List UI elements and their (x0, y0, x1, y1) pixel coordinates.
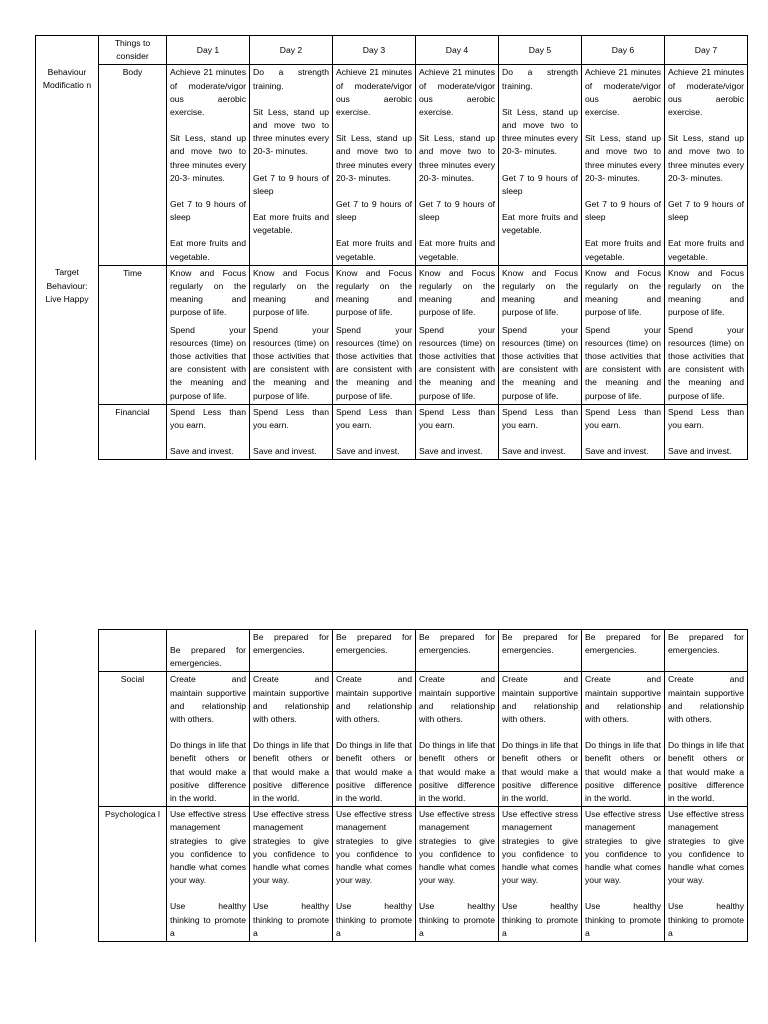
day-header: Day 7 (665, 36, 748, 65)
resources-text: Spend your resources (time) on those activities that are consistent with the meaning and purpose of life. (170, 324, 246, 401)
sleep-text: Get 7 to 9 hours of sleep (419, 199, 495, 223)
resources-text: Spend your resources (time) on those activities that are consistent with the meaning and purpose of life. (419, 324, 495, 401)
day-header: Day 5 (499, 36, 582, 65)
stress-text: Use effective stress management strategies to give you confidence to handle what comes your way. (419, 809, 495, 886)
day-header: Day 4 (416, 36, 499, 65)
benefit-others-text: Do things in life that benefit others or that would make a positive difference in the world. (336, 740, 412, 804)
stress-text: Use effective stress management strategies to give you confidence to handle what comes your way. (502, 809, 578, 886)
body-cell (665, 65, 748, 265)
exercise-text: Achieve 21 minutes of moderate/vigor ous aerobic exercise. (668, 67, 744, 118)
spend-less-text: Spend Less than you earn. (336, 406, 412, 431)
time-row (36, 265, 748, 404)
category-time: Time (99, 265, 167, 404)
time-cell (499, 265, 582, 404)
things-header: Things to consider (99, 36, 167, 65)
row-label-empty (36, 672, 99, 807)
emergency-row (36, 630, 748, 672)
benefit-others-text: Do things in life that benefit others or that would make a positive difference in the world. (253, 740, 329, 804)
strength-text: Do a strength training. (502, 67, 578, 91)
fruits-text: Eat more fruits and vegetable. (502, 212, 578, 236)
relationship-text: Create and maintain supportive and relationship with others. (419, 674, 495, 725)
body-cell (333, 65, 416, 265)
meaning-text: Know and Focus regularly on the meaning and purpose of life. (170, 267, 246, 318)
spend-less-text: Spend Less than you earn. (419, 406, 495, 431)
header-row (36, 36, 748, 65)
social-row (36, 672, 748, 807)
psychological-cell (499, 807, 582, 942)
exercise-text: Achieve 21 minutes of moderate/vigor ous aerobic exercise. (170, 67, 246, 118)
relationship-text: Create and maintain supportive and relationship with others. (585, 674, 661, 725)
benefit-others-text: Do things in life that benefit others or that would make a positive difference in the world. (502, 740, 578, 804)
time-cell (167, 265, 250, 404)
fruits-text: Eat more fruits and vegetable. (585, 238, 661, 262)
corner-cell (36, 36, 99, 65)
emergency-cell (665, 630, 748, 672)
healthy-thinking-text: Use healthy thinking to promote a (668, 901, 744, 938)
time-cell (416, 265, 499, 404)
healthy-thinking-text: Use healthy thinking to promote a (253, 901, 329, 938)
category-empty (99, 630, 167, 672)
emergency-cell (416, 630, 499, 672)
body-cell (416, 65, 499, 265)
financial-cell (416, 404, 499, 460)
psychological-cell (167, 807, 250, 942)
save-text: Save and invest. (585, 446, 649, 457)
category-psychological: Psychologica l (99, 807, 167, 942)
healthy-thinking-text: Use healthy thinking to promote a (336, 901, 412, 938)
resources-text: Spend your resources (time) on those activities that are consistent with the meaning and purpose of life. (585, 324, 661, 401)
relationship-text: Create and maintain supportive and relationship with others. (253, 674, 329, 725)
exercise-text: Achieve 21 minutes of moderate/vigor ous aerobic exercise. (336, 67, 412, 118)
sleep-text: Get 7 to 9 hours of sleep (502, 172, 578, 196)
sleep-text: Get 7 to 9 hours of sleep (585, 199, 661, 223)
sit-less-text: Sit Less, stand up and move two to three minutes every 20-3- minutes. (502, 106, 578, 157)
emergency-cell (250, 630, 333, 672)
social-cell (167, 672, 250, 807)
day-header: Day 1 (167, 36, 250, 65)
benefit-others-text: Do things in life that benefit others or that would make a positive difference in the world. (170, 740, 246, 804)
fruits-text: Eat more fruits and vegetable. (419, 238, 495, 262)
time-cell (582, 265, 665, 404)
emergency-text: Be prepared for emergencies. (336, 632, 412, 656)
spend-less-text: Spend Less than you earn. (170, 406, 246, 431)
relationship-text: Create and maintain supportive and relationship with others. (668, 674, 744, 725)
plan-table-bottom (35, 629, 748, 942)
resources-text: Spend your resources (time) on those activities that are consistent with the meaning and purpose of life. (668, 324, 744, 401)
social-cell (416, 672, 499, 807)
emergency-text: Be prepared for emergencies. (502, 632, 578, 656)
fruits-text: Eat more fruits and vegetable. (336, 238, 412, 262)
financial-cell (167, 404, 250, 460)
fruits-text: Eat more fruits and vegetable. (668, 238, 744, 262)
emergency-text: Be prepared for emergencies. (585, 632, 661, 656)
emergency-cell (333, 630, 416, 672)
row-label-empty (36, 807, 99, 942)
resources-text: Spend your resources (time) on those activities that are consistent with the meaning and purpose of life. (253, 324, 329, 401)
stress-text: Use effective stress management strategies to give you confidence to handle what comes your way. (585, 809, 661, 886)
financial-cell (665, 404, 748, 460)
spend-less-text: Spend Less than you earn. (253, 406, 329, 431)
meaning-text: Know and Focus regularly on the meaning and purpose of life. (502, 267, 578, 318)
strength-text: Do a strength training. (253, 67, 329, 91)
psychological-cell (333, 807, 416, 942)
social-cell (333, 672, 416, 807)
financial-cell (499, 404, 582, 460)
time-cell (665, 265, 748, 404)
social-cell (499, 672, 582, 807)
emergency-text: Be prepared for emergencies. (419, 632, 495, 656)
time-cell (250, 265, 333, 404)
body-cell (167, 65, 250, 265)
financial-cell (333, 404, 416, 460)
social-cell (250, 672, 333, 807)
psychological-cell (250, 807, 333, 942)
stress-text: Use effective stress management strategies to give you confidence to handle what comes your way. (170, 809, 246, 886)
body-row (36, 65, 748, 265)
row-label-behaviour: Behaviour Modificatio n (36, 65, 99, 265)
sit-less-text: Sit Less, stand up and move two to three minutes every 20-3- minutes. (253, 106, 329, 157)
emergency-text: Be prepared for emergencies. (668, 632, 744, 656)
exercise-text: Achieve 21 minutes of moderate/vigor ous aerobic exercise. (419, 67, 495, 118)
benefit-others-text: Do things in life that benefit others or that would make a positive difference in the world. (668, 740, 744, 804)
sit-less-text: Sit Less, stand up and move two to three minutes every 20-3- minutes. (419, 133, 495, 183)
time-cell (333, 265, 416, 404)
sit-less-text: Sit Less, stand up and move two to three minutes every 20-3- minutes. (336, 133, 412, 183)
fruits-text: Eat more fruits and vegetable. (253, 212, 329, 236)
meaning-text: Know and Focus regularly on the meaning and purpose of life. (419, 267, 495, 318)
day-header: Day 2 (250, 36, 333, 65)
sleep-text: Get 7 to 9 hours of sleep (668, 199, 744, 223)
healthy-thinking-text: Use healthy thinking to promote a (170, 901, 246, 938)
spend-less-text: Spend Less than you earn. (502, 406, 578, 431)
benefit-others-text: Do things in life that benefit others or that would make a positive difference in the world. (419, 740, 495, 804)
category-body: Body (99, 65, 167, 265)
emergency-cell (582, 630, 665, 672)
stress-text: Use effective stress management strategies to give you confidence to handle what comes your way. (668, 809, 744, 886)
sit-less-text: Sit Less, stand up and move two to three minutes every 20-3- minutes. (170, 133, 246, 183)
fruits-text: Eat more fruits and vegetable. (170, 238, 246, 262)
social-cell (665, 672, 748, 807)
meaning-text: Know and Focus regularly on the meaning and purpose of life. (253, 267, 329, 318)
save-text: Save and invest. (502, 446, 566, 457)
meaning-text: Know and Focus regularly on the meaning and purpose of life. (668, 267, 744, 318)
stress-text: Use effective stress management strategies to give you confidence to handle what comes your way. (253, 809, 329, 886)
emergency-text: Be prepared for emergencies. (170, 645, 246, 669)
social-cell (582, 672, 665, 807)
save-text: Save and invest. (668, 446, 732, 457)
financial-cell (250, 404, 333, 460)
plan-table-top (35, 35, 748, 460)
emergency-cell (167, 630, 250, 672)
psychological-row (36, 807, 748, 942)
sleep-text: Get 7 to 9 hours of sleep (253, 172, 329, 196)
body-cell (499, 65, 582, 265)
spend-less-text: Spend Less than you earn. (585, 406, 661, 431)
benefit-others-text: Do things in life that benefit others or that would make a positive difference in the world. (585, 740, 661, 804)
spend-less-text: Spend Less than you earn. (668, 406, 744, 431)
psychological-cell (416, 807, 499, 942)
financial-row (36, 404, 748, 460)
save-text: Save and invest. (253, 446, 317, 457)
psychological-cell (665, 807, 748, 942)
category-financial: Financial (99, 404, 167, 460)
save-text: Save and invest. (336, 446, 400, 457)
healthy-thinking-text: Use healthy thinking to promote a (502, 901, 578, 938)
healthy-thinking-text: Use healthy thinking to promote a (585, 901, 661, 938)
sleep-text: Get 7 to 9 hours of sleep (170, 199, 246, 223)
resources-text: Spend your resources (time) on those activities that are consistent with the meaning and purpose of life. (502, 324, 578, 401)
body-cell (250, 65, 333, 265)
psychological-cell (582, 807, 665, 942)
relationship-text: Create and maintain supportive and relationship with others. (170, 674, 246, 725)
day-header: Day 6 (582, 36, 665, 65)
healthy-thinking-text: Use healthy thinking to promote a (419, 901, 495, 938)
exercise-text: Achieve 21 minutes of moderate/vigor ous aerobic exercise. (585, 67, 661, 118)
stress-text: Use effective stress management strategies to give you confidence to handle what comes your way. (336, 809, 412, 886)
day-header: Day 3 (333, 36, 416, 65)
emergency-text: Be prepared for emergencies. (253, 632, 329, 656)
resources-text: Spend your resources (time) on those activities that are consistent with the meaning and purpose of life. (336, 324, 412, 401)
body-cell (582, 65, 665, 265)
meaning-text: Know and Focus regularly on the meaning and purpose of life. (585, 267, 661, 318)
sit-less-text: Sit Less, stand up and move two to three minutes every 20-3- minutes. (585, 133, 661, 183)
row-label-target: Target Behaviour: Live Happy (36, 265, 99, 404)
financial-cell (582, 404, 665, 460)
sit-less-text: Sit Less, stand up and move two to three minutes every 20-3- minutes. (668, 133, 744, 183)
row-label-empty (36, 630, 99, 672)
save-text: Save and invest. (170, 446, 234, 457)
emergency-cell (499, 630, 582, 672)
category-social: Social (99, 672, 167, 807)
row-label-empty (36, 404, 99, 460)
sleep-text: Get 7 to 9 hours of sleep (336, 199, 412, 223)
relationship-text: Create and maintain supportive and relationship with others. (336, 674, 412, 725)
relationship-text: Create and maintain supportive and relationship with others. (502, 674, 578, 725)
meaning-text: Know and Focus regularly on the meaning and purpose of life. (336, 267, 412, 318)
save-text: Save and invest. (419, 446, 483, 457)
